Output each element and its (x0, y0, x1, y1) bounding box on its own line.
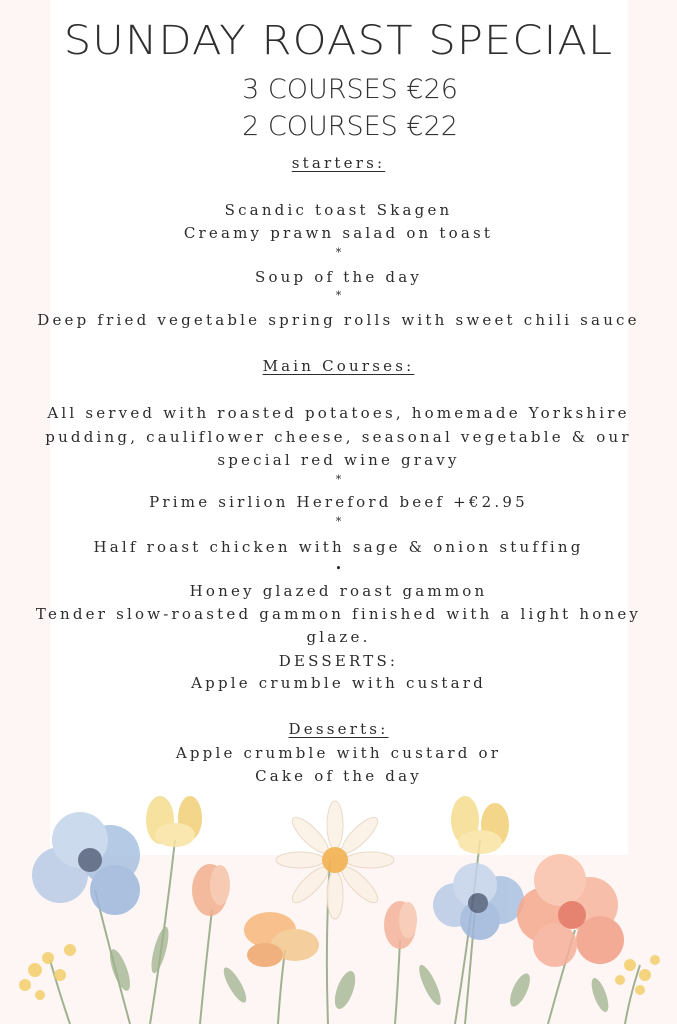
main-courses-heading: Main Courses: (262, 357, 415, 375)
separator: * (335, 246, 342, 259)
main-note: All served with roasted potatoes, homemade Yorkshire (47, 404, 630, 422)
separator: * (335, 289, 342, 302)
starter-item: Scandic toast Skagen (224, 201, 453, 219)
coral-flower (517, 854, 624, 967)
separator: * (335, 515, 342, 528)
main-item-description: glaze. (306, 628, 371, 646)
blue-flower-right (433, 863, 524, 940)
yellow-flower (146, 796, 202, 847)
price-three-courses: 3 COURSES €26 (242, 74, 458, 105)
peach-tulip-left (192, 864, 230, 916)
inline-desserts-label: DESSERTS: (278, 652, 399, 670)
separator: • (335, 562, 342, 575)
dessert-item: Apple crumble with custard or (175, 744, 502, 762)
main-item: Half roast chicken with sage & onion stuffing (93, 538, 584, 556)
inline-dessert-item: Apple crumble with custard (191, 674, 486, 692)
price-two-courses: 2 COURSES €22 (242, 111, 458, 142)
watercolor-flowers-illustration (0, 780, 677, 1024)
desserts-heading: Desserts: (288, 720, 389, 738)
starter-item: Soup of the day (254, 268, 423, 286)
daisy-flower (276, 801, 394, 919)
main-item: Prime sirlion Hereford beef +€2.95 (149, 493, 528, 511)
main-item-description: Tender slow-roasted gammon finished with a light honey (35, 605, 642, 623)
dessert-item: Cake of the day (255, 767, 422, 785)
blue-flower-left (32, 812, 140, 915)
starter-item: Creamy prawn salad on toast (183, 224, 494, 242)
main-item: Honey glazed roast gammon (189, 582, 488, 600)
pink-tulip (384, 901, 417, 949)
yellow-flower-right (451, 796, 509, 854)
separator: * (335, 473, 342, 486)
starter-item: Deep fried vegetable spring rolls with sweet chili sauce (37, 311, 640, 329)
page-title: SUNDAY ROAST SPECIAL (63, 18, 614, 64)
main-note: pudding, cauliflower cheese, seasonal vegetable & our (45, 428, 632, 446)
main-note: special red wine gravy (217, 451, 460, 469)
orange-flower (244, 912, 319, 967)
starters-heading: starters: (291, 154, 386, 172)
